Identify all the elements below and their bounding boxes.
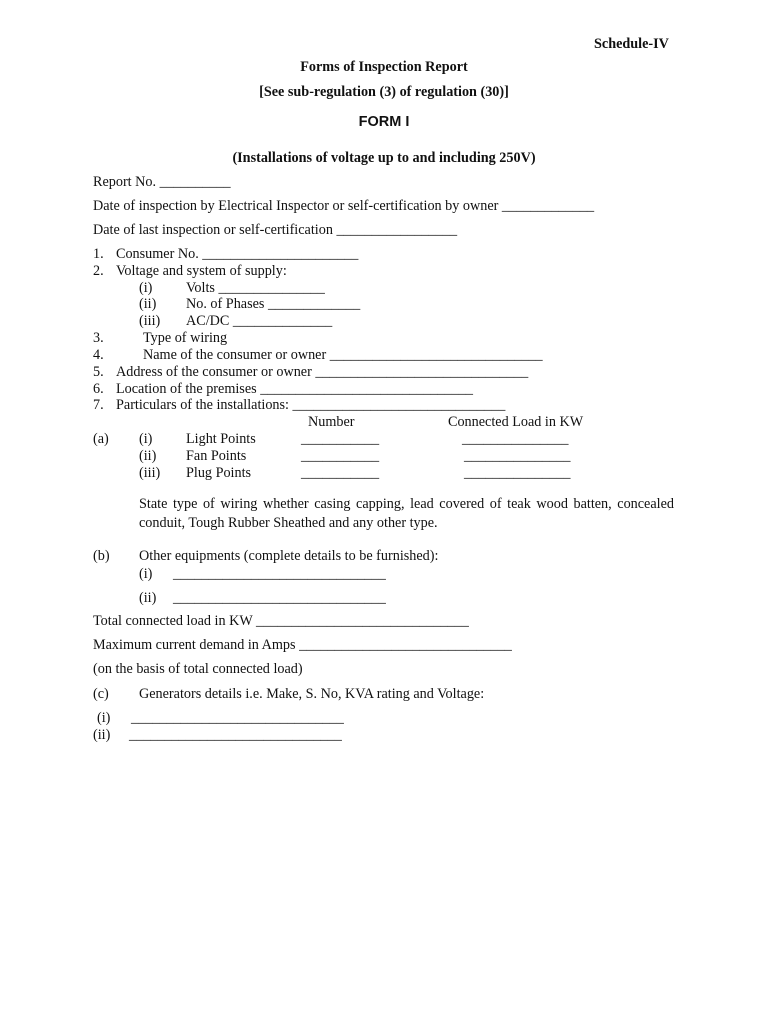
row-number-blank: ___________ bbox=[301, 448, 380, 464]
row-label-plug-points: Plug Points bbox=[186, 465, 252, 481]
item-number-1: 1. bbox=[93, 246, 104, 262]
row-num: (iii) bbox=[139, 465, 161, 481]
item-number-2: 2. bbox=[93, 263, 104, 279]
item-number-5: 5. bbox=[93, 364, 104, 380]
installation-particulars-field: Particulars of the installations: ______________________________ bbox=[116, 397, 506, 413]
generator-sub-i: (i) bbox=[97, 710, 111, 726]
generator-line-i: ______________________________ bbox=[131, 710, 344, 726]
form-title: Forms of Inspection Report bbox=[300, 59, 468, 75]
column-header-connected-load: Connected Load in KW bbox=[448, 414, 584, 430]
row-num: (i) bbox=[139, 431, 153, 447]
generator-details-label: Generators details i.e. Make, S. No, KVA rating and Voltage: bbox=[139, 686, 485, 702]
row-load-blank: _______________ bbox=[464, 448, 571, 464]
row-num: (ii) bbox=[139, 448, 157, 464]
item-number-6: 6. bbox=[93, 381, 104, 397]
schedule-label: Schedule-IV bbox=[594, 36, 669, 52]
section-a-label: (a) bbox=[93, 431, 109, 447]
date-of-inspection-field: Date of inspection by Electrical Inspector or self-certification by owner _____________ bbox=[93, 198, 595, 214]
form-subtitle: [See sub-regulation (3) of regulation (30)] bbox=[259, 84, 509, 100]
equipment-line-ii: ______________________________ bbox=[173, 590, 386, 606]
consumer-address-field: Address of the consumer or owner ______________________________ bbox=[116, 364, 529, 380]
item-number-3: 3. bbox=[93, 330, 104, 346]
demand-basis-note: (on the basis of total connected load) bbox=[93, 661, 303, 677]
volts-field: Volts _______________ bbox=[186, 280, 325, 296]
report-no-field: Report No. __________ bbox=[93, 174, 231, 190]
equipment-sub-i: (i) bbox=[139, 566, 153, 582]
premises-location-field: Location of the premises ______________________________ bbox=[116, 381, 474, 397]
item-number-4: 4. bbox=[93, 347, 104, 363]
voltage-sub-ii: (ii) bbox=[139, 296, 157, 312]
row-number-blank: ___________ bbox=[301, 431, 380, 447]
column-header-number: Number bbox=[308, 414, 355, 430]
voltage-sub-iii: (iii) bbox=[139, 313, 161, 329]
total-connected-load-field: Total connected load in KW ______________________________ bbox=[93, 613, 469, 629]
voltage-system-label: Voltage and system of supply: bbox=[116, 263, 287, 279]
row-number-blank: ___________ bbox=[301, 465, 380, 481]
section-b-label: (b) bbox=[93, 548, 110, 564]
generator-sub-ii: (ii) bbox=[93, 727, 111, 743]
row-load-blank: _______________ bbox=[464, 465, 571, 481]
max-current-demand-field: Maximum current demand in Amps ______________________________ bbox=[93, 637, 512, 653]
row-load-blank: _______________ bbox=[462, 431, 569, 447]
type-of-wiring-label: Type of wiring bbox=[143, 330, 228, 346]
phases-field: No. of Phases _____________ bbox=[186, 296, 361, 312]
voltage-sub-i: (i) bbox=[139, 280, 153, 296]
equipment-sub-ii: (ii) bbox=[139, 590, 157, 606]
item-number-7: 7. bbox=[93, 397, 104, 413]
generator-line-ii: ______________________________ bbox=[129, 727, 342, 743]
equipment-line-i: ______________________________ bbox=[173, 566, 386, 582]
other-equipments-label: Other equipments (complete details to be furnished): bbox=[139, 548, 439, 564]
consumer-no-field: Consumer No. ______________________ bbox=[116, 246, 359, 262]
section-c-label: (c) bbox=[93, 686, 109, 702]
ac-dc-field: AC/DC ______________ bbox=[186, 313, 333, 329]
consumer-name-field: Name of the consumer or owner ______________________________ bbox=[143, 347, 543, 363]
form-number: FORM I bbox=[358, 114, 410, 130]
wiring-type-note: State type of wiring whether casing capping, lead covered of teak wood batten, concealed conduit, Tough Rubber Sheathed and any other type. bbox=[139, 496, 674, 531]
row-label-fan-points: Fan Points bbox=[186, 448, 247, 464]
date-of-last-inspection-field: Date of last inspection or self-certification _________________ bbox=[93, 222, 458, 238]
form-scope: (Installations of voltage up to and including 250V) bbox=[232, 150, 536, 166]
row-label-light-points: Light Points bbox=[186, 431, 256, 447]
